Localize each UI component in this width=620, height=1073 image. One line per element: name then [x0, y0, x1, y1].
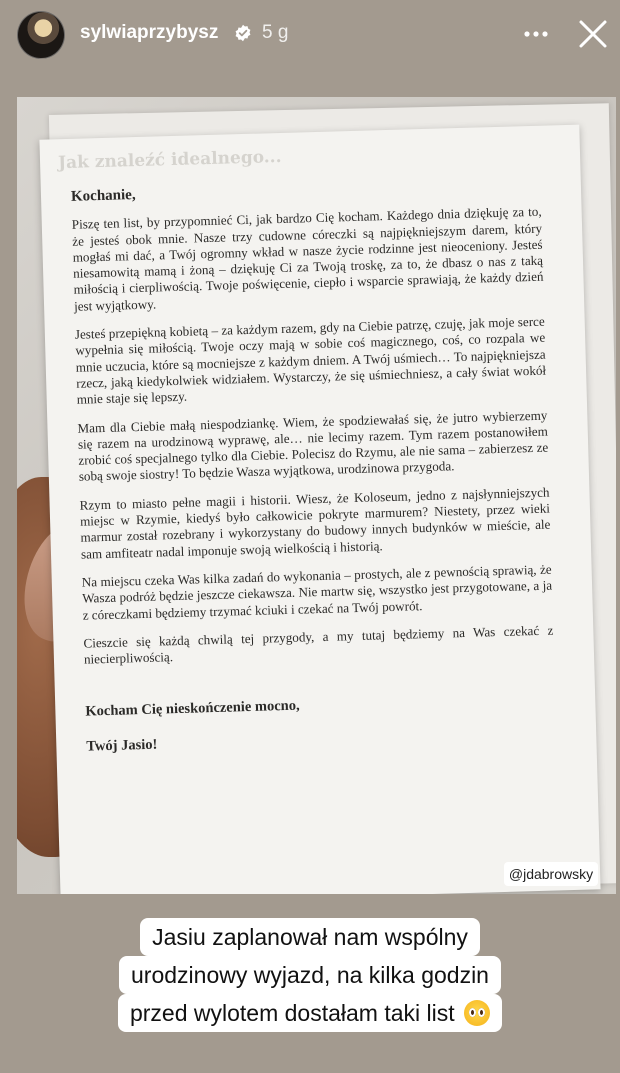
- verified-badge-icon: [234, 24, 252, 42]
- letter-sheet: [39, 125, 600, 894]
- more-icon[interactable]: [522, 22, 550, 46]
- letter-paragraph: Na miejscu czeka Was kilka zadań do wykonania – prostych, ale z pewnością sprawią, że Wasza podróż będzie jeszcze ciekawsza. Nie martw się, wszystko jest przygotowane, a ja z córeczkami będziemy trzymać kciuki i czekać na Twój powrót.: [81, 561, 553, 623]
- username[interactable]: sylwiaprzybysz: [80, 22, 219, 43]
- caption-line: urodzinowy wyjazd, na kilka godzin: [119, 956, 501, 994]
- letter-paragraph: Cieszcie się każdą chwilą tej przygody, a my tutaj będziemy na Was czekać z niecierpliwością.: [83, 622, 554, 667]
- letter-paragraph: Mam dla Ciebie małą niespodziankę. Wiem, że spodziewałaś się, że jutro wybierzemy się razem na urodzinową wyprawę, ale… nie lecimy razem. Tym razem postanowiłem zrobić coś specjalnego tylko dla Ciebie. Polecisz do Rzymu, ale nie sama – zabierzesz ze sobą swoje siostry! To będzie Wasza wyjątkowa, urodzinowa przygoda.: [77, 407, 549, 485]
- close-icon[interactable]: [577, 18, 609, 50]
- story-photo: [17, 97, 616, 894]
- letter-signature: Twój Jasio!: [86, 736, 158, 755]
- caption-line: Jasiu zaplanował nam wspólny: [140, 918, 480, 956]
- caption: [0, 918, 620, 1032]
- show-through-title: Jak znaleźć idealnego...: [57, 146, 282, 174]
- mention-sticker[interactable]: @jdabrowsky: [504, 862, 598, 886]
- letter-text: [71, 176, 557, 755]
- letter-closing: Kocham Cię nieskończenie mocno,: [85, 698, 300, 721]
- letter-paragraph: Rzym to miasto pełne magii i historii. Wiesz, że Koloseum, jedno z najsłynniejszych miejsc w Rzymie, kiedyś było całkowicie pokryte marmurem? Niestety, przez wieki marmur został rozebrany i wykorzystany do budowy innych budynków w mieście, ale sam amfiteatr nadal imponuje swoją wielkością i historią.: [79, 484, 551, 562]
- letter-paragraph: Piszę ten list, by przypomnieć Ci, jak bardzo Cię kocham. Każdego dnia dziękuję za to, że jesteś obok mnie. Nasze trzy cudowne córeczki są najpiękniejszym darem, który mogłaś mi dać, a Twój ogromny wkład w nasze życie rodzinne jest nieoceniony. Jesteś niesamowitą mamą i żoną – dziękuję Ci za Twoją troskę, za to, że dbasz o nas z taką miłością i cierpliwością. Twoje poświęcenie, ciepło i wsparcie sprawiają, że każdy dzień jest wyjątkowy.: [71, 203, 544, 314]
- letter-paragraph: Jesteś przepiękną kobietą – za każdym razem, gdy na Ciebie patrzę, czuję, jak moje serce wypełnia się miłością. Twoje oczy mają w sobie coś magicznego, coś, co rozpala we mnie uczucia, które są mocniejsze z każdym dniem. A Twój uśmiech… To najpiękniejsza rzecz, jaką kiedykolwiek widziałem. Wystarczy, że się uśmiechniesz, a cały świat wokół mnie staje się lepszy.: [74, 313, 547, 408]
- avatar[interactable]: [17, 11, 65, 59]
- caption-line: [118, 994, 502, 1032]
- caption-line-text: przed wylotem dostałam taki list: [129, 1000, 455, 1026]
- letter-salutation: Kochanie,: [70, 187, 136, 205]
- story-header: [0, 0, 620, 70]
- pleading-face-emoji-icon: [464, 1000, 490, 1026]
- post-time: 5 g: [262, 22, 289, 43]
